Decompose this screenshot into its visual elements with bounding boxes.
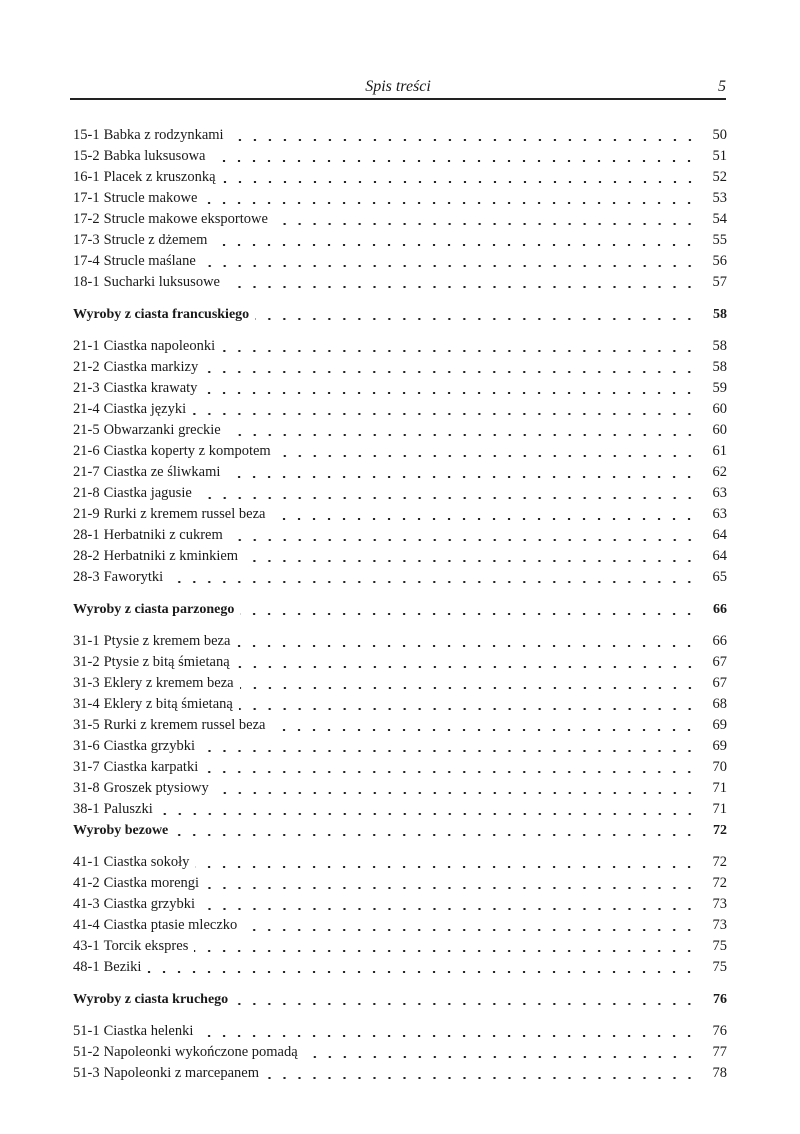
entry-page: 71 (712, 780, 727, 796)
entry-title: Eklery z bitą śmietaną (103, 696, 233, 712)
dot-leader (204, 771, 697, 773)
entry-code: 43-1 (73, 938, 100, 954)
entry-code: 31-5 (73, 717, 100, 733)
section-page: 76 (713, 992, 727, 1007)
dot-leader (230, 139, 697, 141)
dot-leader (255, 318, 697, 320)
dot-leader (271, 518, 697, 520)
page-number: 5 (718, 78, 726, 95)
dot-leader (202, 265, 697, 267)
entry-code: 21-3 (73, 380, 100, 396)
entry-page: 54 (712, 211, 727, 227)
entry-code: 41-2 (73, 875, 100, 891)
entry-title: Eklery z kremem beza (103, 675, 234, 691)
entry-code: 31-6 (73, 738, 100, 754)
entry-page: 61 (712, 443, 727, 459)
entry-page: 73 (712, 917, 727, 933)
entry-title: Placek z kruszonką (103, 169, 216, 185)
toc-entry (73, 483, 727, 504)
entry-page: 72 (712, 854, 727, 870)
toc-entry (73, 894, 727, 915)
dot-leader (199, 1035, 697, 1037)
entry-title: Paluszki (103, 801, 153, 817)
toc-entry (73, 778, 727, 799)
entry-title: Ciastka karpatki (103, 759, 199, 775)
entry-page: 57 (712, 274, 727, 290)
section-page: 72 (713, 823, 727, 838)
toc-entry (73, 873, 727, 894)
dot-leader (222, 181, 697, 183)
entry-code: 21-2 (73, 359, 100, 375)
entry-code: 41-1 (73, 854, 100, 870)
toc-entry (73, 852, 727, 873)
entry-page: 60 (712, 422, 727, 438)
entry-page: 77 (712, 1044, 727, 1060)
toc-entry (73, 631, 727, 652)
entry-page: 63 (712, 485, 727, 501)
page-header (70, 76, 726, 98)
dot-leader (213, 244, 697, 246)
entry-page: 60 (712, 401, 727, 417)
entry-page: 58 (712, 338, 727, 354)
entry-code: 16-1 (73, 169, 100, 185)
running-title: Spis treści (365, 78, 431, 95)
toc-section-heading (73, 820, 727, 841)
toc-entry (73, 546, 727, 567)
dot-leader (265, 1077, 697, 1079)
entry-page: 67 (712, 654, 727, 670)
dot-leader (215, 792, 697, 794)
entry-code: 17-1 (73, 190, 100, 206)
entry-title: Torcik ekspres (103, 938, 189, 954)
toc-entry (73, 504, 727, 525)
dot-leader (229, 539, 697, 541)
section-page: 58 (713, 307, 727, 322)
entry-title: Ciastka markizy (103, 359, 199, 375)
dot-leader (236, 666, 697, 668)
dot-leader (271, 729, 697, 731)
toc-entry (73, 736, 727, 757)
entry-page: 66 (712, 633, 727, 649)
entry-page: 67 (712, 675, 727, 691)
entry-page: 75 (712, 959, 727, 975)
entry-title: Obwarzanki greckie (103, 422, 221, 438)
entry-page: 59 (712, 380, 727, 396)
entry-code: 31-4 (73, 696, 100, 712)
entry-page: 56 (712, 253, 727, 269)
entry-code: 17-3 (73, 232, 100, 248)
entry-title: Ptysie z bitą śmietaną (103, 654, 230, 670)
dot-leader (203, 202, 697, 204)
entry-title: Ciastka koperty z kompotem (103, 443, 271, 459)
entry-page: 65 (712, 569, 727, 585)
entry-title: Napoleonki z marcepanem (103, 1065, 259, 1081)
dot-leader (244, 560, 697, 562)
section-title: Wyroby z ciasta parzonego (73, 602, 235, 617)
entry-code: 21-4 (73, 401, 100, 417)
entry-code: 48-1 (73, 959, 100, 975)
entry-title: Ciastka napoleonki (103, 338, 216, 354)
dot-leader (194, 950, 697, 952)
entry-code: 18-1 (73, 274, 100, 290)
entry-page: 53 (712, 190, 727, 206)
entry-code: 31-7 (73, 759, 100, 775)
section-page: 66 (713, 602, 727, 617)
entry-code: 21-1 (73, 338, 100, 354)
toc-entry (73, 936, 727, 957)
entry-page: 62 (712, 464, 727, 480)
dot-leader (174, 834, 697, 836)
entry-code: 51-2 (73, 1044, 100, 1060)
entry-code: 28-3 (73, 569, 100, 585)
toc-entry (73, 420, 727, 441)
table-of-contents (73, 125, 727, 1084)
toc-entry (73, 715, 727, 736)
toc-entry (73, 188, 727, 209)
entry-title: Ciastka jagusie (103, 485, 192, 501)
dot-leader (236, 645, 697, 647)
entry-page: 64 (712, 527, 727, 543)
toc-section-heading (73, 304, 727, 325)
entry-page: 52 (712, 169, 727, 185)
entry-title: Ptysie z kremem beza (103, 633, 231, 649)
toc-entry (73, 757, 727, 778)
toc-entry (73, 146, 727, 167)
toc-section-heading (73, 599, 727, 620)
entry-title: Strucle maślane (103, 253, 196, 269)
entry-title: Strucle z dżemem (103, 232, 208, 248)
entry-page: 64 (712, 548, 727, 564)
entry-page: 73 (712, 896, 727, 912)
entry-code: 21-8 (73, 485, 100, 501)
dot-leader (201, 908, 697, 910)
toc-entry (73, 1021, 727, 1042)
toc-entry (73, 399, 727, 420)
dot-leader (147, 971, 697, 973)
entry-title: Napoleonki wykończone pomadą (103, 1044, 298, 1060)
entry-page: 50 (712, 127, 727, 143)
header-rule (70, 98, 726, 100)
dot-leader (195, 866, 697, 868)
entry-page: 68 (712, 696, 727, 712)
toc-entry (73, 1063, 727, 1084)
entry-code: 15-1 (73, 127, 100, 143)
entry-title: Ciastka sokoły (103, 854, 190, 870)
toc-entry (73, 567, 727, 588)
toc-entry (73, 441, 727, 462)
entry-page: 51 (712, 148, 727, 164)
entry-code: 41-3 (73, 896, 100, 912)
entry-code: 21-7 (73, 464, 100, 480)
toc-entry (73, 799, 727, 820)
toc-entry (73, 230, 727, 251)
toc-entry (73, 357, 727, 378)
dot-leader (304, 1056, 697, 1058)
entry-title: Groszek ptysiowy (103, 780, 209, 796)
dot-leader (169, 581, 697, 583)
entry-title: Ciastka krawaty (103, 380, 198, 396)
entry-title: Strucle makowe (103, 190, 198, 206)
entry-title: Ciastka helenki (103, 1023, 194, 1039)
entry-title: Sucharki luksusowe (103, 274, 220, 290)
entry-title: Rurki z kremem russel beza (103, 506, 266, 522)
entry-title: Faworytki (103, 569, 164, 585)
entry-code: 21-9 (73, 506, 100, 522)
section-title: Wyroby z ciasta kruchego (73, 992, 229, 1007)
toc-entry (73, 694, 727, 715)
entry-title: Beziki (103, 959, 142, 975)
entry-title: Rurki z kremem russel beza (103, 717, 266, 733)
dot-leader (159, 813, 697, 815)
toc-entry (73, 462, 727, 483)
dot-leader (205, 887, 697, 889)
dot-leader (234, 1003, 697, 1005)
entry-page: 63 (712, 506, 727, 522)
entry-code: 51-3 (73, 1065, 100, 1081)
dot-leader (211, 160, 697, 162)
dot-leader (240, 687, 697, 689)
entry-code: 38-1 (73, 801, 100, 817)
entry-page: 72 (712, 875, 727, 891)
entry-title: Herbatniki z kminkiem (103, 548, 239, 564)
entry-page: 71 (712, 801, 727, 817)
toc-entry (73, 336, 727, 357)
dot-leader (221, 350, 697, 352)
entry-code: 17-4 (73, 253, 100, 269)
dot-leader (277, 455, 697, 457)
toc-entry (73, 209, 727, 230)
entry-code: 21-5 (73, 422, 100, 438)
entry-title: Ciastka ptasie mleczko (103, 917, 238, 933)
entry-title: Ciastka morengi (103, 875, 200, 891)
entry-page: 76 (712, 1023, 727, 1039)
dot-leader (274, 223, 697, 225)
entry-code: 31-8 (73, 780, 100, 796)
dot-leader (226, 476, 697, 478)
toc-entry (73, 915, 727, 936)
dot-leader (192, 413, 697, 415)
toc-entry (73, 167, 727, 188)
toc-entry (73, 957, 727, 978)
toc-entry (73, 673, 727, 694)
toc-entry (73, 378, 727, 399)
dot-leader (201, 750, 697, 752)
dot-leader (226, 286, 697, 288)
dot-leader (204, 371, 697, 373)
toc-entry (73, 525, 727, 546)
entry-page: 58 (712, 359, 727, 375)
entry-code: 31-2 (73, 654, 100, 670)
toc-entry (73, 251, 727, 272)
entry-title: Ciastka ze śliwkami (103, 464, 221, 480)
entry-page: 69 (712, 738, 727, 754)
dot-leader (239, 708, 697, 710)
entry-code: 28-2 (73, 548, 100, 564)
dot-leader (198, 497, 697, 499)
entry-page: 78 (712, 1065, 727, 1081)
entry-page: 75 (712, 938, 727, 954)
dot-leader (243, 929, 697, 931)
entry-code: 51-1 (73, 1023, 100, 1039)
entry-code: 31-3 (73, 675, 100, 691)
entry-page: 55 (712, 232, 727, 248)
entry-title: Ciastka grzybki (103, 738, 196, 754)
toc-entry (73, 272, 727, 293)
entry-title: Ciastka grzybki (103, 896, 196, 912)
section-title: Wyroby z ciasta francuskiego (73, 307, 250, 322)
entry-code: 31-1 (73, 633, 100, 649)
section-title: Wyroby bezowe (73, 823, 169, 838)
entry-title: Babka luksusowa (103, 148, 206, 164)
entry-title: Strucle makowe eksportowe (103, 211, 268, 227)
toc-entry (73, 1042, 727, 1063)
toc-section-heading (73, 989, 727, 1010)
entry-code: 15-2 (73, 148, 100, 164)
entry-page: 70 (712, 759, 727, 775)
dot-leader (203, 392, 697, 394)
entry-code: 41-4 (73, 917, 100, 933)
entry-title: Ciastka języki (103, 401, 187, 417)
entry-code: 28-1 (73, 527, 100, 543)
dot-leader (240, 613, 697, 615)
entry-title: Babka z rodzynkami (103, 127, 224, 143)
toc-entry (73, 125, 727, 146)
entry-code: 17-2 (73, 211, 100, 227)
dot-leader (227, 434, 697, 436)
entry-title: Herbatniki z cukrem (103, 527, 223, 543)
toc-entry (73, 652, 727, 673)
entry-code: 21-6 (73, 443, 100, 459)
entry-page: 69 (712, 717, 727, 733)
